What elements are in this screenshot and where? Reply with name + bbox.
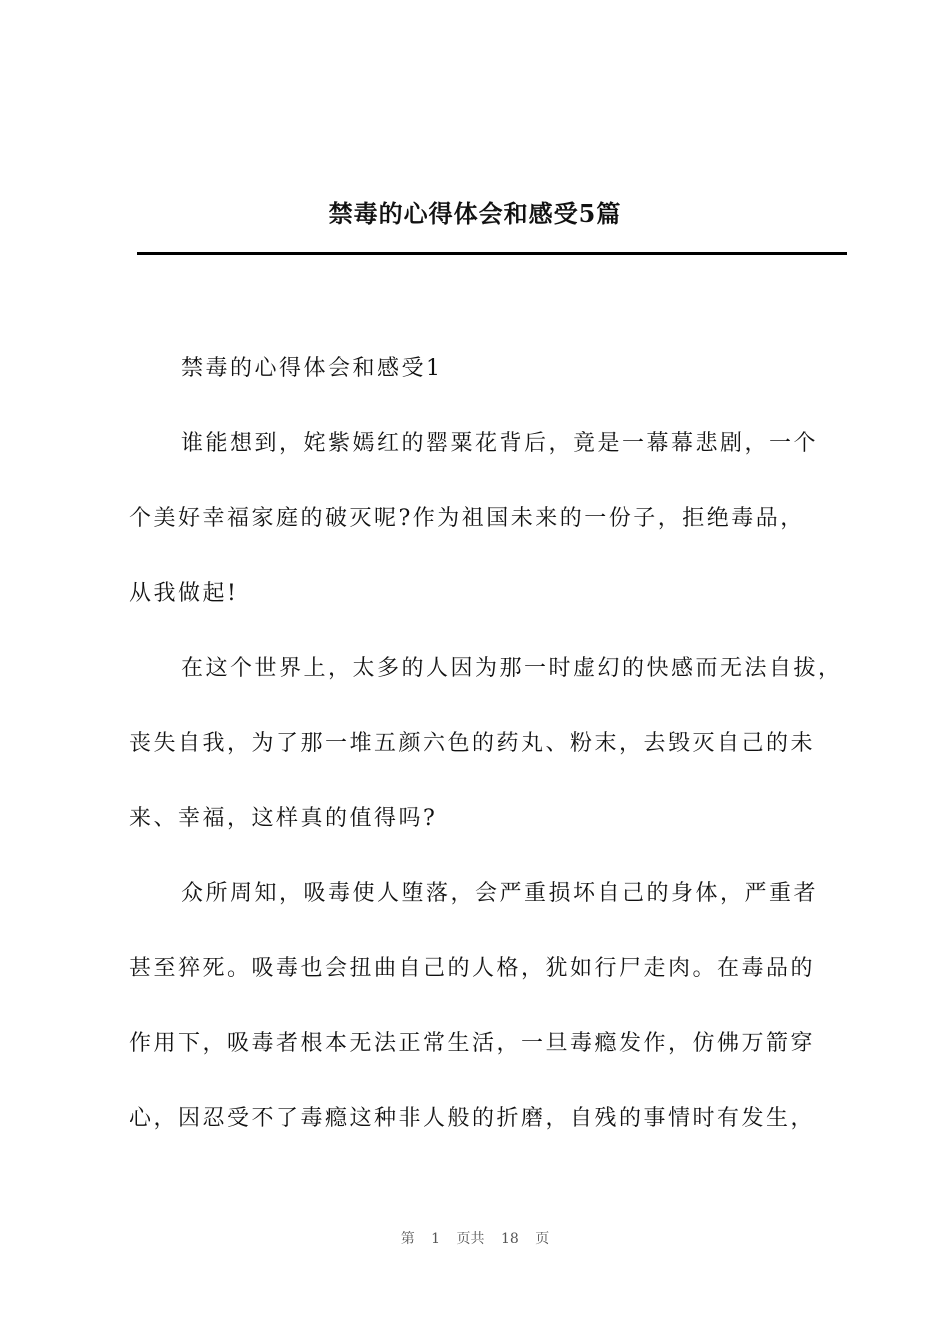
paragraph-line: 心，因忍受不了毒瘾这种非人般的折磨，自残的事情时有发生， [129,1106,816,1131]
footer-middle: 页共 [456,1231,485,1247]
footer-suffix: 页 [535,1231,550,1247]
footer-page-number: 1 [431,1231,441,1247]
paragraph-line: 谁能想到，姹紫嫣红的罂粟花背后，竟是一幕幕悲剧，一个 [181,431,819,456]
section-heading: 禁毒的心得体会和感受1 [181,356,443,381]
paragraph-line: 个美好幸福家庭的破灭呢?作为祖国未来的一份子，拒绝毒品， [129,506,805,531]
document-title: 禁毒的心得体会和感受5篇 [328,199,622,228]
footer-prefix: 第 [400,1231,415,1247]
paragraph-line: 众所周知，吸毒使人堕落，会严重损坏自己的身体，严重者 [181,881,819,906]
paragraph-line: 从我做起! [129,581,239,606]
page-footer [0,1229,950,1249]
paragraph-line: 作用下，吸毒者根本无法正常生活，一旦毒瘾发作，仿佛万箭穿 [129,1031,816,1056]
paragraph-line: 来、幸福，这样真的值得吗? [129,806,438,831]
paragraph-line: 丧失自我，为了那一堆五颜六色的药丸、粉末，去毁灭自己的未 [129,731,816,756]
paragraph-line: 在这个世界上，太多的人因为那一时虚幻的快感而无法自拔， [181,656,843,681]
title-underline [137,252,847,255]
paragraph-line: 甚至猝死。吸毒也会扭曲自己的人格，犹如行尸走肉。在毒品的 [129,956,816,981]
footer-total-pages: 18 [501,1231,519,1247]
